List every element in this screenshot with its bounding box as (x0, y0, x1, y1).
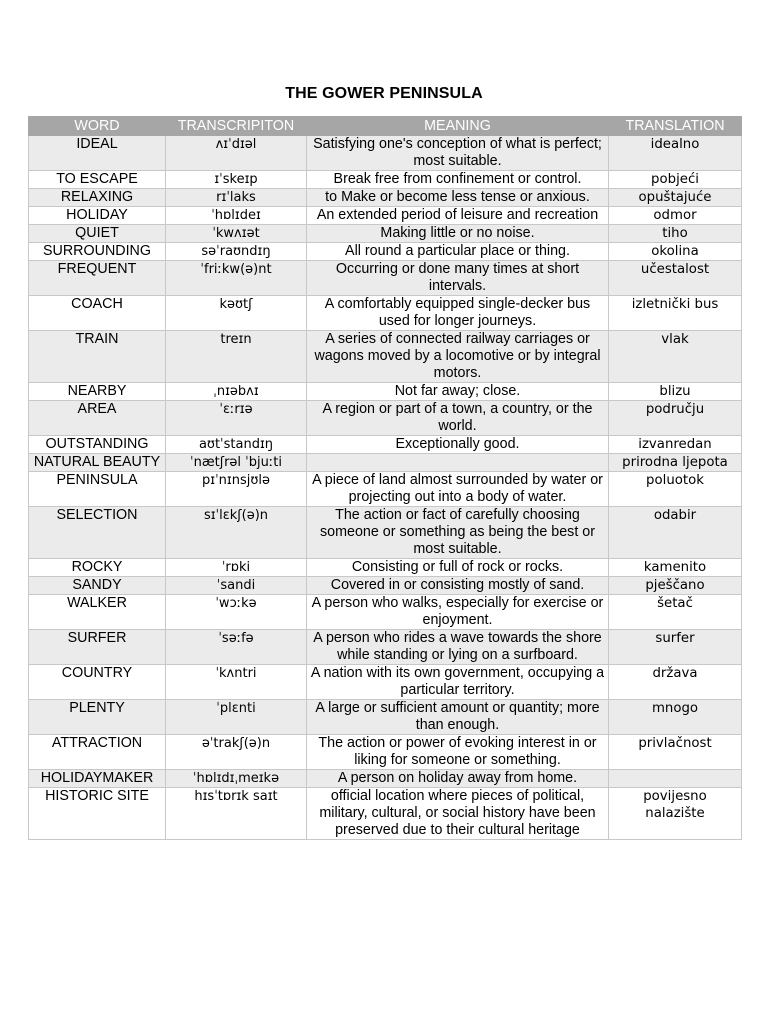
translation-cell: izletnički bus (609, 296, 742, 331)
word-cell: WALKER (29, 595, 166, 630)
meaning-cell: The action or power of evoking interest in or liking for someone or something. (307, 735, 609, 770)
table-body (29, 136, 742, 840)
transcription-cell: ɪˈskeɪp (166, 171, 307, 189)
word-cell: AREA (29, 401, 166, 436)
word-cell: HOLIDAY (29, 207, 166, 225)
table-row (29, 207, 742, 225)
word-cell: HISTORIC SITE (29, 788, 166, 840)
transcription-cell: ˈrɒki (166, 559, 307, 577)
header-meaning: MEANING (307, 117, 609, 136)
meaning-cell: official location where pieces of political, military, cultural, or social history have been preserved due to their cultural heritage (307, 788, 609, 840)
table-row (29, 436, 742, 454)
translation-cell: država (609, 665, 742, 700)
word-cell: SANDY (29, 577, 166, 595)
meaning-cell: All round a particular place or thing. (307, 243, 609, 261)
transcription-cell: ˈkwʌɪət (166, 225, 307, 243)
table-row (29, 383, 742, 401)
word-cell: COUNTRY (29, 665, 166, 700)
transcription-cell: treɪn (166, 331, 307, 383)
table-row (29, 770, 742, 788)
word-cell: PLENTY (29, 700, 166, 735)
table-row (29, 559, 742, 577)
meaning-cell: A person on holiday away from home. (307, 770, 609, 788)
word-cell: ROCKY (29, 559, 166, 577)
meaning-cell: Satisfying one's conception of what is perfect; most suitable. (307, 136, 609, 171)
translation-cell: prirodna ljepota (609, 454, 742, 472)
header-translation: TRANSLATION (609, 117, 742, 136)
table-row (29, 136, 742, 171)
translation-cell: surfer (609, 630, 742, 665)
table-row (29, 401, 742, 436)
meaning-cell: A nation with its own government, occupying a particular territory. (307, 665, 609, 700)
meaning-cell: Occurring or done many times at short intervals. (307, 261, 609, 296)
table-row (29, 472, 742, 507)
transcription-cell: ˌnɪəbʌɪ (166, 383, 307, 401)
word-cell: RELAXING (29, 189, 166, 207)
translation-cell: odmor (609, 207, 742, 225)
meaning-cell: A piece of land almost surrounded by water or projecting out into a body of water. (307, 472, 609, 507)
meaning-cell: to Make or become less tense or anxious. (307, 189, 609, 207)
table-row (29, 665, 742, 700)
table-row (29, 507, 742, 559)
table-row (29, 735, 742, 770)
meaning-cell: A person who walks, especially for exercise or enjoyment. (307, 595, 609, 630)
header-transcription: TRANSCRIPITON (166, 117, 307, 136)
table-row (29, 225, 742, 243)
table-row (29, 189, 742, 207)
header-word: WORD (29, 117, 166, 136)
meaning-cell: Not far away; close. (307, 383, 609, 401)
word-cell: OUTSTANDING (29, 436, 166, 454)
table-row (29, 595, 742, 630)
meaning-cell: Covered in or consisting mostly of sand. (307, 577, 609, 595)
page-title: THE GOWER PENINSULA (285, 85, 483, 102)
translation-cell (609, 770, 742, 788)
word-cell: TRAIN (29, 331, 166, 383)
translation-cell: šetač (609, 595, 742, 630)
table-row (29, 630, 742, 665)
word-cell: QUIET (29, 225, 166, 243)
transcription-cell: əˈtrakʃ(ə)n (166, 735, 307, 770)
meaning-cell: An extended period of leisure and recreation (307, 207, 609, 225)
translation-cell: okolina (609, 243, 742, 261)
word-cell: IDEAL (29, 136, 166, 171)
transcription-cell: kəʊtʃ (166, 296, 307, 331)
transcription-cell: ˈsandi (166, 577, 307, 595)
translation-cell: mnogo (609, 700, 742, 735)
transcription-cell: ʌɪˈdɪəl (166, 136, 307, 171)
meaning-cell: Break free from confinement or control. (307, 171, 609, 189)
table-row (29, 788, 742, 840)
meaning-cell: The action or fact of carefully choosing someone or something as being the best or most suitable. (307, 507, 609, 559)
vocabulary-table (28, 116, 742, 840)
transcription-cell: ˈfriːkw(ə)nt (166, 261, 307, 296)
table-row (29, 700, 742, 735)
translation-cell: kamenito (609, 559, 742, 577)
word-cell: PENINSULA (29, 472, 166, 507)
meaning-cell: A large or sufficient amount or quantity; more than enough. (307, 700, 609, 735)
word-cell: ATTRACTION (29, 735, 166, 770)
word-cell: FREQUENT (29, 261, 166, 296)
word-cell: NEARBY (29, 383, 166, 401)
meaning-cell: Exceptionally good. (307, 436, 609, 454)
transcription-cell: ˈsəːfə (166, 630, 307, 665)
transcription-cell: aʊtˈstandɪŋ (166, 436, 307, 454)
translation-cell: blizu (609, 383, 742, 401)
transcription-cell: ˈhɒlɪdeɪ (166, 207, 307, 225)
table-row (29, 577, 742, 595)
table-row (29, 454, 742, 472)
word-cell: SURROUNDING (29, 243, 166, 261)
translation-cell: učestalost (609, 261, 742, 296)
word-cell: HOLIDAYMAKER (29, 770, 166, 788)
translation-cell: odabir (609, 507, 742, 559)
translation-cell: opuštajuće (609, 189, 742, 207)
translation-cell: izvanredan (609, 436, 742, 454)
transcription-cell: pɪˈnɪnsjʊlə (166, 472, 307, 507)
translation-cell: području (609, 401, 742, 436)
transcription-cell: səˈraʊndɪŋ (166, 243, 307, 261)
table-row (29, 296, 742, 331)
translation-cell: pobjeći (609, 171, 742, 189)
transcription-cell: ˈɛːrɪə (166, 401, 307, 436)
table-header-row (29, 117, 742, 136)
transcription-cell: ˈkʌntri (166, 665, 307, 700)
transcription-cell: ˈwɔːkə (166, 595, 307, 630)
translation-cell: vlak (609, 331, 742, 383)
transcription-cell: hɪsˈtɒrɪk saɪt (166, 788, 307, 840)
word-cell: NATURAL BEAUTY (29, 454, 166, 472)
translation-cell: idealno (609, 136, 742, 171)
meaning-cell: A comfortably equipped single-decker bus used for longer journeys. (307, 296, 609, 331)
table-row (29, 331, 742, 383)
transcription-cell: rɪˈlaks (166, 189, 307, 207)
meaning-cell: A person who rides a wave towards the shore while standing or lying on a surfboard. (307, 630, 609, 665)
table-row (29, 171, 742, 189)
meaning-cell: A region or part of a town, a country, or the world. (307, 401, 609, 436)
transcription-cell: sɪˈlɛkʃ(ə)n (166, 507, 307, 559)
transcription-cell: ˈplɛnti (166, 700, 307, 735)
table-row (29, 261, 742, 296)
table-row (29, 243, 742, 261)
translation-cell: poluotok (609, 472, 742, 507)
word-cell: TO ESCAPE (29, 171, 166, 189)
translation-cell: povijesno nalazište (609, 788, 742, 840)
meaning-cell: A series of connected railway carriages or wagons moved by a locomotive or by integral motors. (307, 331, 609, 383)
translation-cell: privlačnost (609, 735, 742, 770)
transcription-cell: ˈhɒlɪdɪˌmeɪkə (166, 770, 307, 788)
word-cell: COACH (29, 296, 166, 331)
translation-cell: pješčano (609, 577, 742, 595)
meaning-cell: Making little or no noise. (307, 225, 609, 243)
translation-cell: tiho (609, 225, 742, 243)
meaning-cell: Consisting or full of rock or rocks. (307, 559, 609, 577)
word-cell: SURFER (29, 630, 166, 665)
meaning-cell (307, 454, 609, 472)
word-cell: SELECTION (29, 507, 166, 559)
transcription-cell: ˈnætʃrəl ˈbjuːti (166, 454, 307, 472)
